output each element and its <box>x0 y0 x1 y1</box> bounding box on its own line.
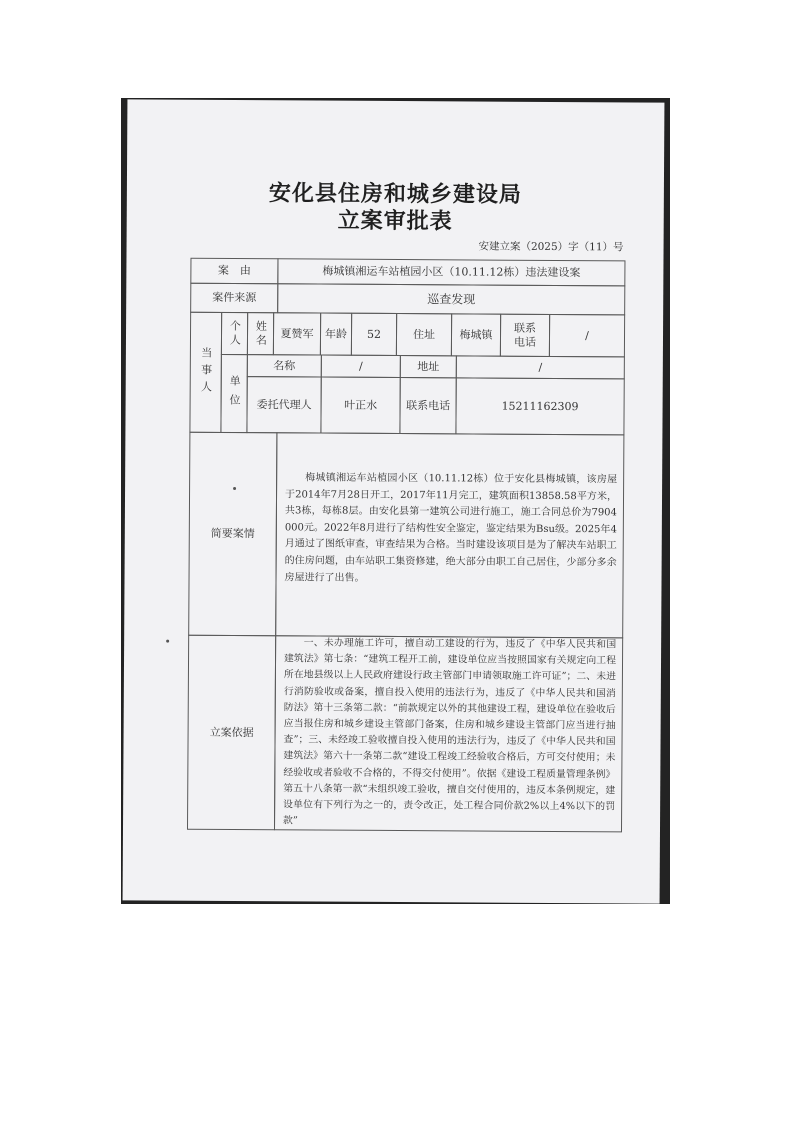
address-value: 梅城镇 <box>451 313 501 356</box>
unit-label: 单位 <box>227 374 242 413</box>
document-title: 安化县住房和城乡建设局 <box>268 181 522 208</box>
agent-value: 叶正水 <box>320 377 400 434</box>
phone-value-individual: / <box>549 314 625 357</box>
paper-speck <box>166 640 169 643</box>
case-value: 梅城镇湘运车站植园小区（10.11.12栋）违法建设案 <box>277 258 625 286</box>
paper-speck <box>233 487 236 490</box>
basis-label: 立案依据 <box>187 635 276 831</box>
summary-label: 简要案情 <box>188 432 277 637</box>
document-subtitle: 立案审批表 <box>337 208 453 235</box>
individual-label-cell <box>221 312 248 355</box>
document-number: 安建立案（2025）字（11）号 <box>478 240 624 254</box>
name-label: 姓名 <box>254 319 268 348</box>
unit-address-label: 地址 <box>400 355 457 378</box>
individual-label: 个人 <box>228 319 242 348</box>
case-label: 案 由 <box>190 258 278 285</box>
name-label-cell <box>247 312 274 355</box>
agent-label: 委托代理人 <box>246 376 321 433</box>
paper-sheet <box>123 99 665 903</box>
address-label: 住址 <box>396 313 452 356</box>
phone-label: 联系电话 <box>500 314 550 357</box>
unit-name-value: / <box>321 355 401 378</box>
party-label-cell <box>189 312 222 433</box>
document-photo <box>121 98 670 904</box>
basis-text: 一、未办理施工许可，擅自动工建设的行为，违反了《中华人民共和国建筑法》第七条：“建筑工程开工前，建设单位应当按照国家有关规定向工程所在地县级以上人民政府建设行政主管部门申请领取施工许可证”；二、未进行消防验收或备案，擅自投入使用的违法行为，违反了《中华人民共和国消防法》第十三条第二款：“前款规定以外的其他建设工程，建设单位在验收后应当报住房和城乡建设主管部门备案，住房和城乡建设主管部门应当进行抽查”；三、未经竣工验收擅自投入使用的违法行为，违反了《中华人民共和国建筑法》第六十一条第二款“建设工程竣工经验收合格后，方可交付使用；未经验收或者验收不合格的，不得交付使用”。依据《建设工程质量管理条例》第五十八条第一款“未组织竣工验收，擅自交付使用的，违反本条例规定，建设单位有下列行为之一的，责令改正，处工程合同价款2%以上4%以下的罚款” <box>283 637 617 827</box>
source-label: 案件来源 <box>190 283 278 314</box>
party-label: 当事人 <box>199 346 213 398</box>
age-value: 52 <box>351 313 397 356</box>
name-value: 夏赞军 <box>273 312 321 355</box>
summary-text: 梅城镇湘运车站植园小区（10.11.12栋）位于安化县梅城镇，该房屋于2014年7月28日开工，2017年11月完工，建筑面积13858.58平方米，共3栋，每栋8层。由安化县第一建筑公司进行施工，施工合同总价为7904000元。2022年8月进行了结构性安全鉴定，鉴定结果为Bsu级。2025年4月通过了图纸审查，审查结果为合格。当时建设该项目是为了解决车站职工的住房问题，由车站职工集资修建，绝大部分由职工自己居住，少部分多余房屋进行了出售。 <box>284 472 618 584</box>
source-value: 巡查发现 <box>277 283 625 315</box>
unit-name-label: 名称 <box>247 354 322 377</box>
age-label: 年龄 <box>320 313 352 356</box>
agent-phone-value: 15211162309 <box>455 377 624 435</box>
agent-phone-label: 联系电话 <box>399 377 456 434</box>
unit-address-value: / <box>456 355 625 379</box>
unit-label-cell <box>220 354 247 433</box>
